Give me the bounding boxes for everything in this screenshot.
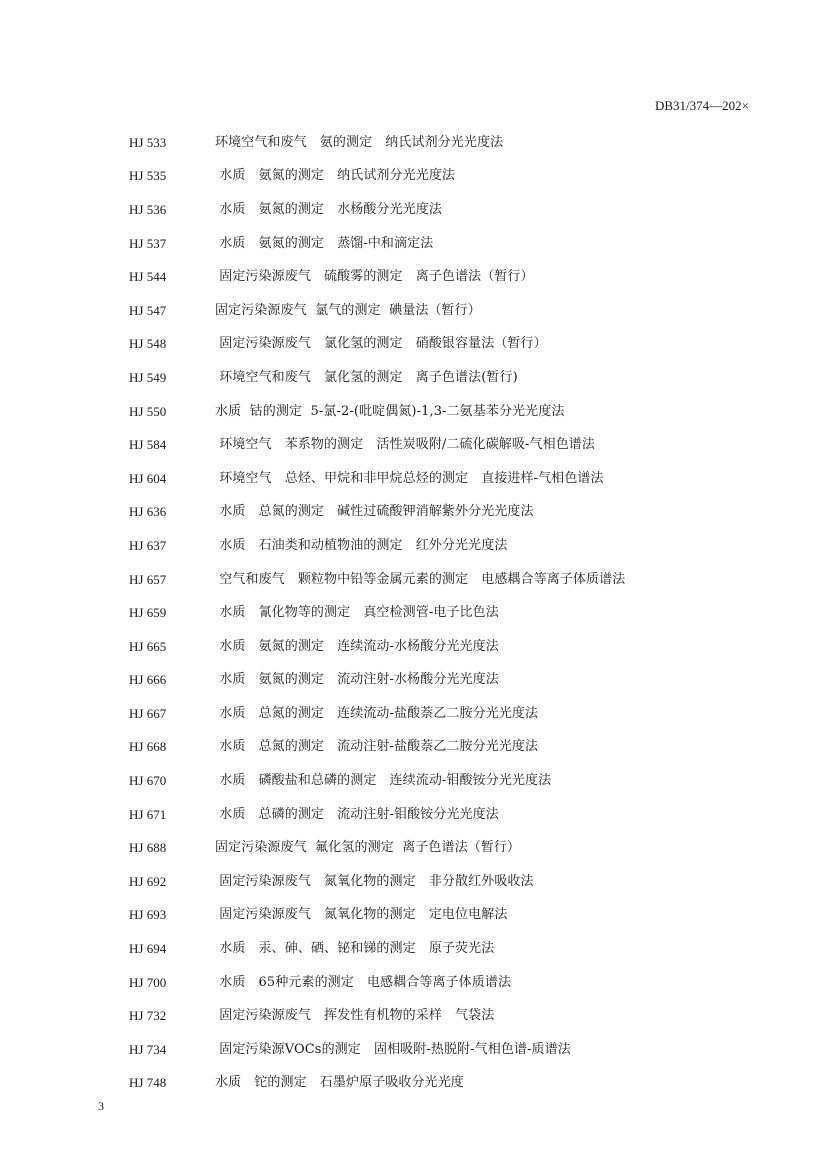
- standard-row: [129, 1033, 769, 1067]
- standard-title: 固定污染源废气 挥发性有机物的采样 气袋法: [215, 1008, 495, 1024]
- standard-title: 环境空气和废气 氯化氢的测定 离子色谱法(暂行): [215, 369, 518, 385]
- standard-row: [129, 361, 769, 395]
- standard-title: 固定污染源废气 氯气的测定 碘量法（暂行）: [215, 302, 481, 318]
- standard-title: 水质 总氮的测定 碱性过硫酸钾消解紫外分光光度法: [215, 504, 534, 520]
- standard-row: [129, 966, 769, 1000]
- standard-row: [129, 395, 769, 429]
- standard-title: 水质 铊的测定 石墨炉原子吸收分光光度: [215, 1075, 464, 1091]
- standard-code: HJ 550: [129, 403, 167, 419]
- standard-row: [129, 496, 769, 530]
- standard-code: HJ 732: [129, 1008, 167, 1024]
- standard-title: 水质 石油类和动植物油的测定 红外分光光度法: [215, 537, 508, 553]
- standard-code: HJ 637: [129, 537, 167, 553]
- standard-title: 水质 氨氮的测定 纳氏试剂分光光度法: [215, 168, 456, 184]
- standard-row: [129, 932, 769, 966]
- standard-row: [129, 294, 769, 328]
- standard-title: 水质 总磷的测定 流动注射-钼酸铵分光光度法: [215, 806, 499, 822]
- standard-title: 固定污染源废气 氯化氢的测定 硝酸银容量法（暂行）: [215, 336, 547, 352]
- standard-title: 空气和废气 颗粒物中铅等金属元素的测定 电感耦合等离子体质谱法: [215, 571, 626, 587]
- standard-title: 环境空气 总烃、甲烷和非甲烷总烃的测定 直接进样-气相色谱法: [215, 470, 604, 486]
- standard-row: [129, 260, 769, 294]
- standard-code: HJ 636: [129, 504, 167, 520]
- standard-code: HJ 547: [129, 302, 167, 318]
- standard-row: [129, 697, 769, 731]
- standard-code: HJ 688: [129, 840, 167, 856]
- standard-code: HJ 533: [129, 134, 167, 150]
- standard-row: [129, 462, 769, 496]
- standard-code: HJ 694: [129, 941, 167, 957]
- standards-list: [129, 126, 769, 1100]
- standard-title: 环境空气和废气 氨的测定 纳氏试剂分光光度法: [215, 134, 504, 150]
- standard-code: HJ 659: [129, 605, 167, 621]
- standard-code: HJ 692: [129, 873, 167, 889]
- standard-row: [129, 731, 769, 765]
- standard-title: 固定污染源废气 氟化氢的测定 离子色谱法（暂行）: [215, 840, 521, 856]
- standard-code: HJ 549: [129, 369, 167, 385]
- standard-row: [129, 664, 769, 698]
- standard-row: [129, 865, 769, 899]
- standard-title: 水质 钴的测定 5-氯-2-(吡啶偶氮)-1,3-二氨基苯分光光度法: [215, 403, 565, 419]
- standard-row: [129, 160, 769, 194]
- standard-title: 水质 氨氮的测定 水杨酸分光光度法: [215, 201, 442, 217]
- standard-row: [129, 126, 769, 160]
- standard-title: 水质 氰化物等的测定 真空检测管-电子比色法: [215, 605, 499, 621]
- standard-code: HJ 584: [129, 437, 167, 453]
- standard-row: [129, 596, 769, 630]
- standard-row: [129, 328, 769, 362]
- standard-title: 固定污染源废气 氮氧化物的测定 定电位电解法: [215, 907, 508, 923]
- standard-title: 水质 65种元素的测定 电感耦合等离子体质谱法: [215, 974, 512, 990]
- standard-title: 水质 汞、砷、硒、铋和锑的测定 原子荧光法: [215, 941, 495, 957]
- standard-title: 水质 总氮的测定 连续流动-盐酸萘乙二胺分光光度法: [215, 705, 539, 721]
- standard-code: HJ 748: [129, 1075, 167, 1091]
- standard-title: 水质 氨氮的测定 流动注射-水杨酸分光光度法: [215, 672, 499, 688]
- standard-code: HJ 548: [129, 336, 167, 352]
- standard-code: HJ 537: [129, 235, 167, 251]
- standard-code: HJ 668: [129, 739, 167, 755]
- standard-title: 水质 氨氮的测定 连续流动-水杨酸分光光度法: [215, 638, 499, 654]
- standard-row: [129, 193, 769, 227]
- standard-row: [129, 1067, 769, 1101]
- standard-row: [129, 831, 769, 865]
- standard-code: HJ 670: [129, 773, 167, 789]
- standard-row: [129, 798, 769, 832]
- standard-code: HJ 657: [129, 571, 167, 587]
- standard-code: HJ 665: [129, 638, 167, 654]
- standard-code: HJ 536: [129, 201, 167, 217]
- standard-row: [129, 563, 769, 597]
- standard-row: [129, 428, 769, 462]
- standard-title: 水质 磷酸盐和总磷的测定 连续流动-钼酸铵分光光度法: [215, 773, 552, 789]
- standard-title: 水质 氨氮的测定 蒸馏-中和滴定法: [215, 235, 434, 251]
- standard-title: 环境空气 苯系物的测定 活性炭吸附/二硫化碳解吸-气相色谱法: [215, 437, 596, 453]
- document-code: DB31/374—202×: [654, 98, 749, 113]
- standard-row: [129, 899, 769, 933]
- standard-row: [129, 227, 769, 261]
- standard-code: HJ 544: [129, 269, 167, 285]
- standard-title: 固定污染源废气 氮氧化物的测定 非分散红外吸收法: [215, 873, 534, 889]
- standard-code: HJ 700: [129, 974, 167, 990]
- standard-row: [129, 630, 769, 664]
- standard-code: HJ 667: [129, 705, 167, 721]
- standard-row: [129, 529, 769, 563]
- standard-code: HJ 666: [129, 672, 167, 688]
- standard-title: 固定污染源废气 硫酸雾的测定 离子色谱法（暂行）: [215, 269, 534, 285]
- standard-title: 固定污染源VOCs的测定 固相吸附-热脱附-气相色谱-质谱法: [215, 1041, 571, 1057]
- standard-row: [129, 764, 769, 798]
- standard-code: HJ 734: [129, 1041, 167, 1057]
- standard-code: HJ 671: [129, 806, 167, 822]
- page-number: 3: [98, 1099, 104, 1113]
- standard-title: 水质 总氮的测定 流动注射-盐酸萘乙二胺分光光度法: [215, 739, 539, 755]
- standard-code: HJ 535: [129, 168, 167, 184]
- standard-row: [129, 999, 769, 1033]
- standard-code: HJ 693: [129, 907, 167, 923]
- standard-code: HJ 604: [129, 470, 167, 486]
